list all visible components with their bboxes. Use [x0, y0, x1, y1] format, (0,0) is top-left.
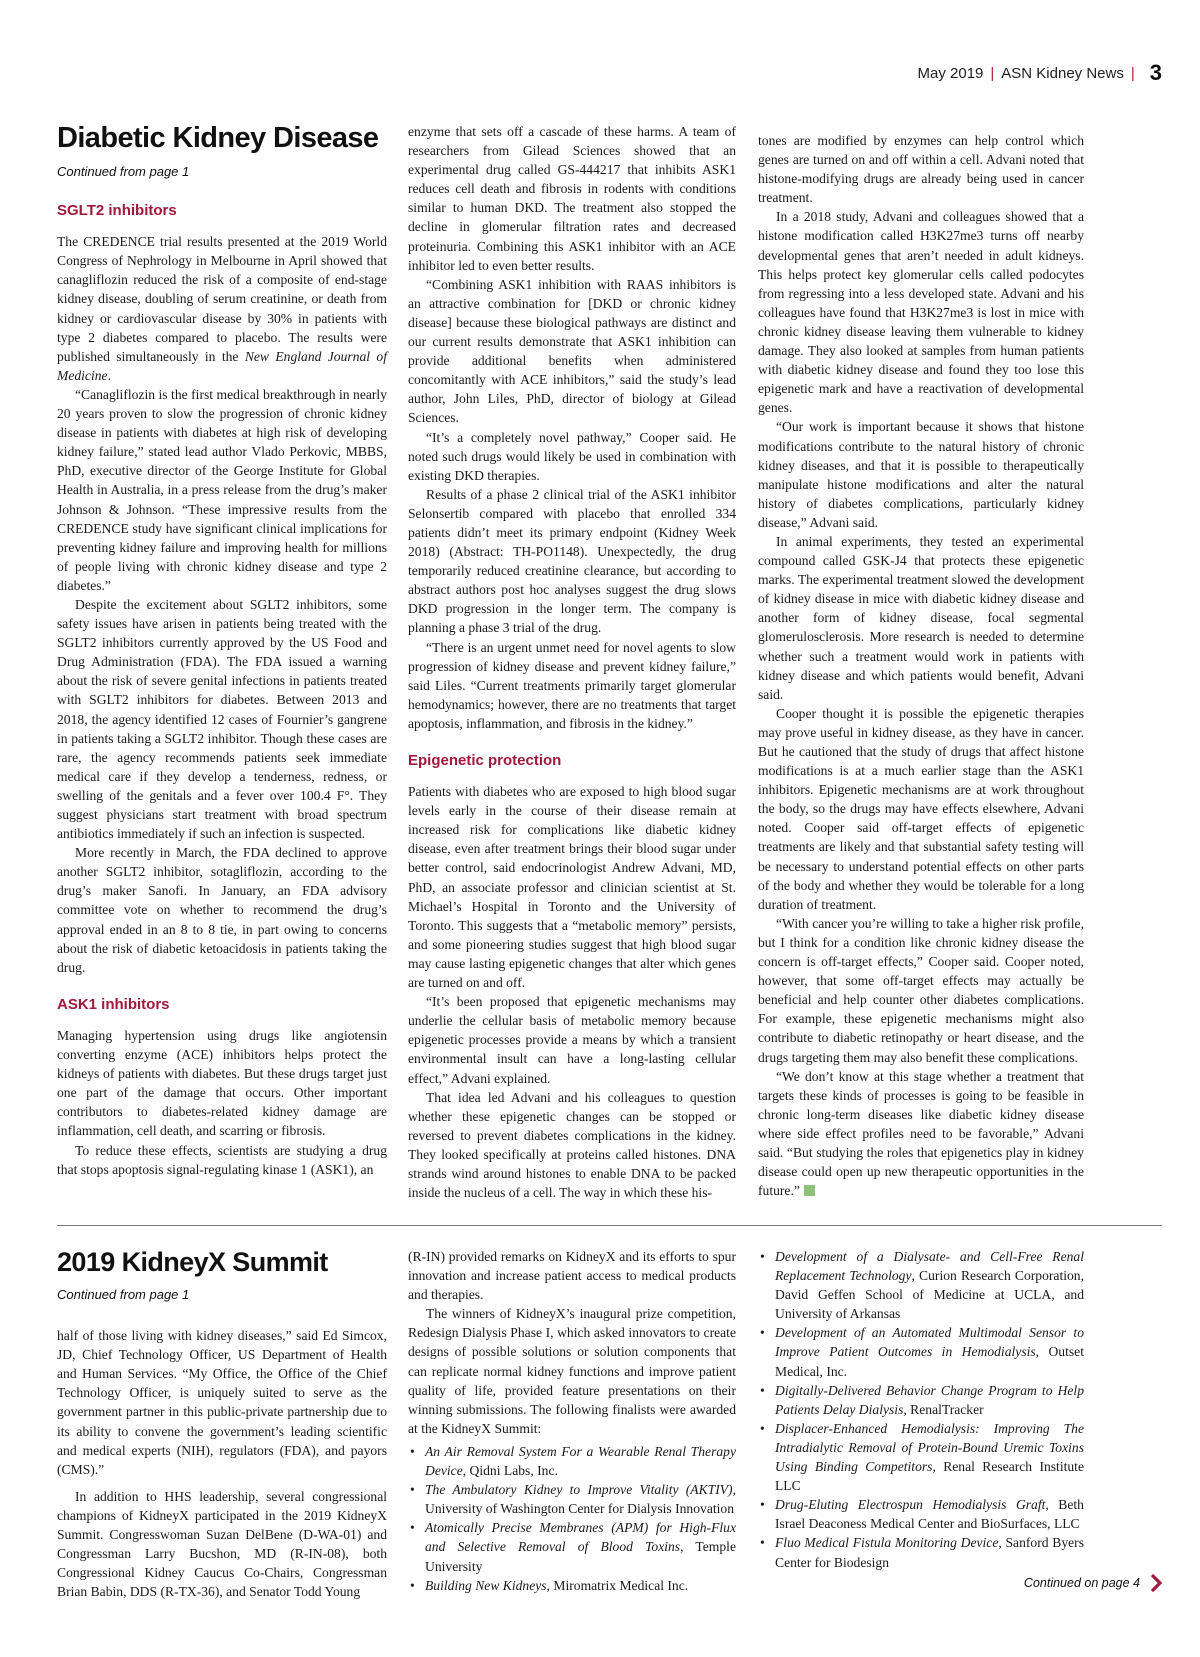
paragraph: “It’s been proposed that epigenetic mechanisms may underlie the cellular basis of metabolic memory because epigenetic processes provide a means by which a transient environmental insult can have a long-lasting cellular effect,” Advani explained. — [408, 994, 736, 1086]
issue-date: May 2019 — [917, 64, 984, 82]
chevron-right-icon — [1150, 1574, 1162, 1592]
paragraph: Despite the excitement about SGLT2 inhibitors, some safety issues have arisen in patients being treated with the SGLT2 inhibitors currently approved by the US Food and Drug Administration (FDA). The FDA issued a warning about the risk of severe genital infections in patients treated with SGLT2 inhibitors for diabetes. Between 2013 and 2018, the agency identified 12 cases of Fournier’s gangrene in patients taking a SGLT2 inhibitor. Though these cases are rare, the agency recommends patients seek immediate medical care if they develop a tenderness, redness, or swelling of the genitals and a fever over 100.4 F°. They suggest physicians start treatment with broad spectrum antibiotics immediately if such an infection is suspected. — [57, 596, 387, 842]
header-separator: | — [1130, 64, 1135, 82]
paragraph: half of those living with kidney diseases,” said Ed Simcox, JD, Chief Technology Officer, US Department of Health and Human Services. “My Office, the Office of the Chief Technology Officer, is uniquely suited to serve as the government partner in this public-private partnership due to its ability to convene the government’s leading scientific and medical experts (NIH), regulators (FDA), and payors (CMS).” — [57, 1328, 387, 1477]
article-divider — [57, 1225, 1162, 1226]
article-title: 2019 KidneyX Summit — [57, 1247, 328, 1277]
paragraph: enzyme that sets off a cascade of these harms. A team of researchers from Gilead Sciences showed that an experimental drug called GS-444217 that inhibits ASK1 reduces cell death and fibrosis in rodents with conditions similar to human DKD. The treatment also stopped the decline in glomerular filtration rates and decreased proteinuria. Combining this ASK1 inhibitor with an ACE inhibitor led to even better results. — [408, 124, 736, 273]
finalist-list — [408, 1442, 736, 1595]
section-heading: Epigenetic protection — [408, 752, 562, 769]
list-item: • Development of an Automated Multimodal Sensor to Improve Patient Outcomes in Hemodialysis, Outset Medical, Inc. — [758, 1323, 1084, 1380]
section-heading: ASK1 inhibitors — [57, 995, 170, 1013]
continued-on-label: Continued on page 4 — [1023, 1576, 1140, 1590]
paragraph: More recently in March, the FDA declined to approve another SGLT2 inhibitor, sotagliflozin, according to the drug’s maker Sanofi. In January, an FDA advisory committee vote on whether to recommend the drug’s approval ended in an 8 to 8 tie, in part owing to concerns about the risk of diabetic ketoacidosis in patients taking the drug. — [57, 845, 387, 975]
article1-column-2 — [408, 122, 736, 1202]
article1-column-3 — [758, 131, 1084, 1200]
list-item: • Atomically Precise Membranes (APM) for High-Flux and Selective Removal of Blood Toxins, Temple University — [408, 1518, 736, 1575]
list-item: • Building New Kidneys, Miromatrix Medical Inc. — [408, 1576, 736, 1595]
continued-on-link[interactable] — [1024, 1574, 1162, 1592]
article2-column-2 — [408, 1247, 736, 1595]
paragraph: “It’s a completely novel pathway,” Cooper said. He noted such drugs would likely be used in combination with existing DKD therapies. — [408, 429, 736, 483]
publication-name: ASN Kidney News — [1001, 64, 1124, 82]
paragraph: In a 2018 study, Advani and colleagues showed that a histone modification called H3K27me3 turns off nearby developmental genes that aren’t needed in adult kidneys. This helps protect key glomerular cells called podocytes from regressing into a less developed state. Advani and his colleagues have found that H3K27me3 is lost in mice with chronic kidney disease leaving them vulnerable to kidney damage. They also looked at samples from human patients with diabetic kidney disease and found they too lose this epigenetic mark and have a reactivation of developmental genes. — [758, 209, 1084, 416]
paragraph: To reduce these effects, scientists are studying a drug that stops apoptosis signal-regulating kinase 1 (ASK1), an — [57, 1142, 387, 1177]
end-of-article-mark — [804, 1185, 815, 1196]
paragraph: “Our work is important because it shows that histone modifications contribute to the natural history of chronic kidney diseases, and that it is possible to therapeutically manipulate histone modifications and alter the natural history of diabetes complications, particularly kidney disease,” Advani said. — [758, 419, 1084, 530]
paragraph: Patients with diabetes who are exposed to high blood sugar levels early in the course of their disease remain at increased risk for complications like diabetic kidney disease, even after treatment brings their blood sugar under better control, said endocrinologist Andrew Advani, MD, PhD, an associate professor and clinician scientist at St. Michael’s Hospital in Toronto and the University of Toronto. This suggests that a “metabolic memory” persists, and some pioneering studies suggest that high blood sugar may cause lasting epigenetic changes that alter which genes are turned on and off. — [408, 784, 736, 991]
paragraph: “Combining ASK1 inhibition with RAAS inhibitors is an attractive combination for [DKD or chronic kidney disease] because these biological pathways are distinct and our current results demonstrate that ASK1 inhibition can provide additional benefits when administered concomitantly with ACE inhibitors,” said the study’s lead author, John Liles, PhD, director of biology at Gilead Sciences. — [408, 276, 736, 426]
continued-from: Continued from page 1 — [57, 164, 190, 179]
article2-column-3 — [758, 1247, 1084, 1572]
paragraph: Cooper thought it is possible the epigenetic therapies may prove useful in kidney disease, as they have in cancer. But he cautioned that the study of drugs that affect histone modifications is at a much earlier stage than the ASK1 inhibitors. Epigenetic mechanisms are at work throughout the body, so the drugs may have effects elsewhere, Advani noted. Cooper said off-target effects of epigenetic treatments are likely and that substantial safety testing will be necessary to understand potential effects on other parts of the body and whether they would be tolerable for a long duration of treatment. — [758, 705, 1084, 912]
paragraph: That idea led Advani and his colleagues to question whether these epigenetic changes can be stopped or reversed to prevent diabetes complications in the kidney. They looked specifically at proteins called histones. DNA strands wind around histones to enable DNA to be packed inside the nucleus of a cell. The way in which these his- — [408, 1089, 736, 1201]
paragraph: The winners of KidneyX’s inaugural prize competition, Redesign Dialysis Phase I, which asked innovators to create designs of possible solutions or solution components that can replicate normal kidney functions and improve patient quality of life, provided feature presentations on their winning submissions. The following finalists were awarded at the KidneyX Summit: — [408, 1306, 736, 1436]
continued-from: Continued from page 1 — [57, 1287, 190, 1302]
paragraph: In animal experiments, they tested an experimental compound called GSK-J4 that protects these epigenetic marks. The experimental treatment slowed the development of kidney disease in mice with diabetic kidney disease and another form of kidney disease, focal segmental glomerulosclerosis. More research is needed to determine whether such a treatment would work in patients with kidney disease and which patients would benefit, Advani said. — [758, 533, 1084, 702]
header-separator: | — [990, 64, 995, 82]
page-number: 3 — [1149, 60, 1162, 85]
article-title: Diabetic Kidney Disease — [57, 122, 379, 154]
list-item: • Drug-Eluting Electrospun Hemodialysis Graft, Beth Israel Deaconess Medical Center and BioSurfaces, LLC — [758, 1495, 1084, 1533]
list-item: • The Ambulatory Kidney to Improve Vitality (AKTIV), University of Washington Center for Dialysis Innovation — [408, 1480, 736, 1518]
section-heading: SGLT2 inhibitors — [57, 202, 177, 220]
page-header — [918, 60, 1163, 86]
list-item: • Development of a Dialysate- and Cell-Free Renal Replacement Technology, Curion Research Corporation, David Geffen School of Medicine at UCLA, and University of Arkansas — [758, 1247, 1084, 1323]
paragraph: “With cancer you’re willing to take a higher risk profile, but I think for a condition like chronic kidney disease the concern is off-target effects,” Cooper said. Cooper noted, however, that some off-target effects may actually be beneficial and help counter other diabetes complications. For example, these epigenetic mechanisms might also contribute to diabetic retinopathy or heart disease, and the drugs targeting them may also benefit these complications. — [758, 915, 1084, 1065]
list-item: • Displacer-Enhanced Hemodialysis: Improving The Intradialytic Removal of Protein-Bound Uremic Toxins Using Binding Competitors, Renal Research Institute LLC — [758, 1419, 1084, 1495]
list-item: • An Air Removal System For a Wearable Renal Therapy Device, Qidni Labs, Inc. — [408, 1442, 736, 1480]
paragraph: In addition to HHS leadership, several congressional champions of KidneyX participated in the 2019 KidneyX Summit. Congresswoman Suzan DelBene (D-WA-01) and Congressman Larry Bucshon, MD (R-IN-08), both Congressional Kidney Caucus Co-Chairs, Congressman Brian Babin, DDS (R-TX-36), and Senator Todd Young — [57, 1488, 387, 1600]
article1-column-1 — [57, 120, 387, 1179]
paragraph: The CREDENCE trial results presented at the 2019 World Congress of Nephrology in Melbourne in April showed that canagliflozin reduced the risk of a composite of end-stage kidney disease, doubling of serum creatinine, or death from kidney or cardiovascular disease by 30% in patients with type 2 diabetes compared to placebo. The results were published simultaneously in the New England Journal of Medicine. — [57, 234, 387, 383]
paragraph: “We don’t know at this stage whether a treatment that targets these kinds of processes is going to be feasible in chronic long-term diseases like diabetic kidney disease where side effect profiles need to be favorable,” Advani said. “But studying the roles that epigenetics play in kidney disease could open up new therapeutic opportunities in the future.” — [758, 1068, 1084, 1199]
list-item: • Digitally-Delivered Behavior Change Program to Help Patients Delay Dialysis, RenalTracker — [758, 1381, 1084, 1419]
paragraph: Results of a phase 2 clinical trial of the ASK1 inhibitor Selonsertib compared with placebo that enrolled 334 patients didn’t meet its primary endpoint (Kidney Week 2018) (Abstract: TH-PO1148). Unexpectedly, the drug temporarily reduced creatinine clearance, but according to abstract authors post hoc analyses suggest the drug slows DKD progression in the longer term. The company is planning a phase 3 trial of the drug. — [408, 486, 736, 636]
list-item: • Fluo Medical Fistula Monitoring Device, Sanford Byers Center for Biodesign — [758, 1533, 1084, 1571]
paragraph: “There is an urgent unmet need for novel agents to slow progression of kidney disease and prevent kidney failure,” said Liles. “Current treatments primarily target glomerular hemodynamics; however, there are no treatments that target apoptosis, inflammation, and fibrosis in the kidney.” — [408, 639, 736, 731]
paragraph: Managing hypertension using drugs like angiotensin converting enzyme (ACE) inhibitors helps protect the kidneys of patients with diabetes. But these drugs target just one part of the damage that occurs. Other important contributors to diabetes-related kidney damage are inflammation, cell death, and scarring or fibrosis. — [57, 1027, 387, 1139]
finalist-list — [758, 1247, 1084, 1572]
paragraph: tones are modified by enzymes can help control which genes are turned on and off within a cell. Advani noted that histone-modifying drugs are already being used in cancer treatment. — [758, 133, 1084, 206]
paragraph: “Canagliflozin is the first medical breakthrough in nearly 20 years proven to slow the progression of chronic kidney disease in patients with diabetes at high risk of developing kidney failure,” stated lead author Vlado Perkovic, MBBS, PhD, executive director of the George Institute for Global Health in Australia, in a press release from the drug’s maker Johnson & Johnson. “These impressive results from the CREDENCE study have significant clinical implications for preventing kidney failure and improving health for millions of people living with chronic kidney disease and type 2 diabetes.” — [57, 386, 387, 593]
article2-column-1 — [57, 1245, 387, 1601]
paragraph: (R-IN) provided remarks on KidneyX and its efforts to spur innovation and increase patient access to medical products and therapies. — [408, 1249, 736, 1303]
